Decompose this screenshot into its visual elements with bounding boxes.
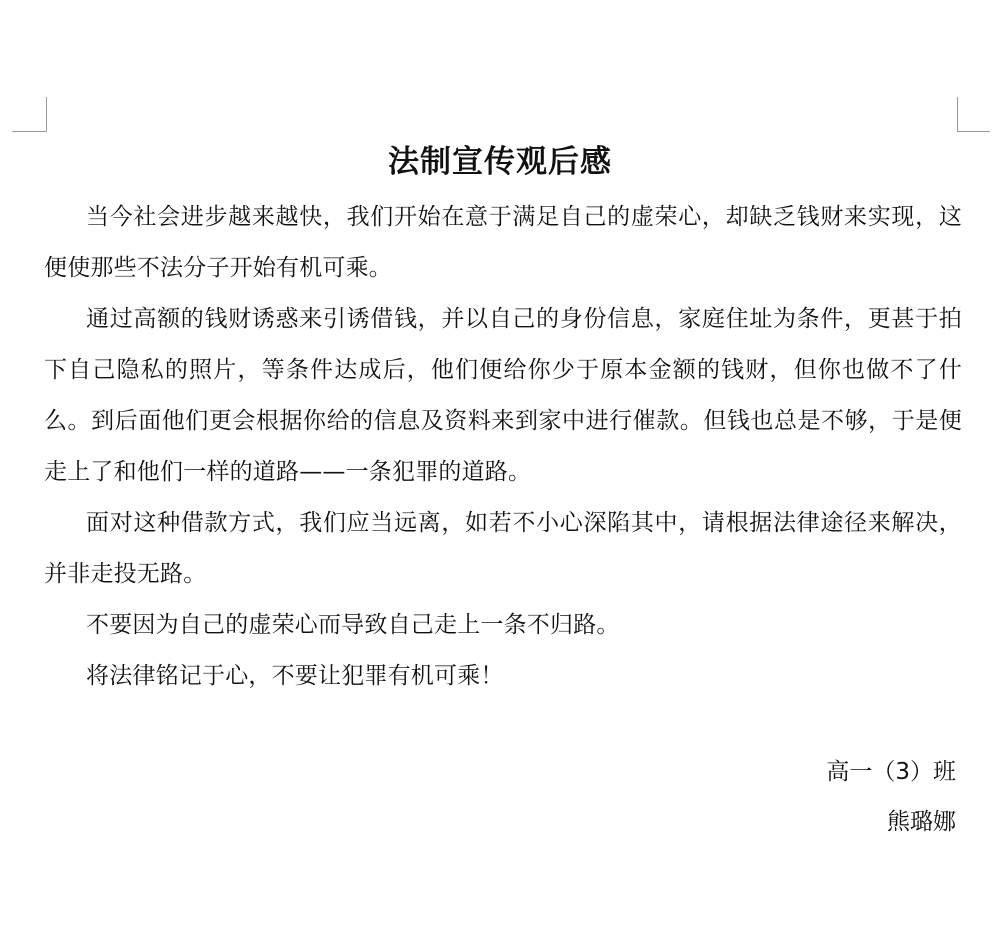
paragraph-1: 当今社会进步越来越快，我们开始在意于满足自己的虚荣心，却缺乏钱财来实现，这便使那些不法分子开始有机可乘。 [44, 204, 962, 281]
document-body [44, 192, 962, 702]
crop-mark-top-right [957, 97, 990, 132]
signature-author: 熊璐娜 [887, 809, 956, 835]
paragraph-4: 不要因为自己的虚荣心而导致自己走上一条不归路。 [86, 612, 620, 638]
crop-mark-top-left [12, 97, 47, 132]
paragraph-5: 将法律铭记于心，不要让犯罪有机可乘！ [86, 663, 504, 689]
paragraph-2: 通过高额的钱财诱惑来引诱借钱，并以自己的身份信息，家庭住址为条件，更甚于拍下自己隐私的照片，等条件达成后，他们便给你少于原本金额的钱财，但你也做不了什么。到后面他们更会根据你给的信息及资料来到家中进行催款。但钱也总是不够，于是便走上了和他们一样的道路——一条犯罪的道路。 [44, 306, 962, 485]
paragraph-3: 面对这种借款方式，我们应当远离，如若不小心深陷其中，请根据法律途径来解决，并非走投无路。 [44, 510, 962, 587]
signature-class: 高一（3）班 [826, 759, 956, 785]
document-title: 法制宣传观后感 [388, 144, 612, 180]
